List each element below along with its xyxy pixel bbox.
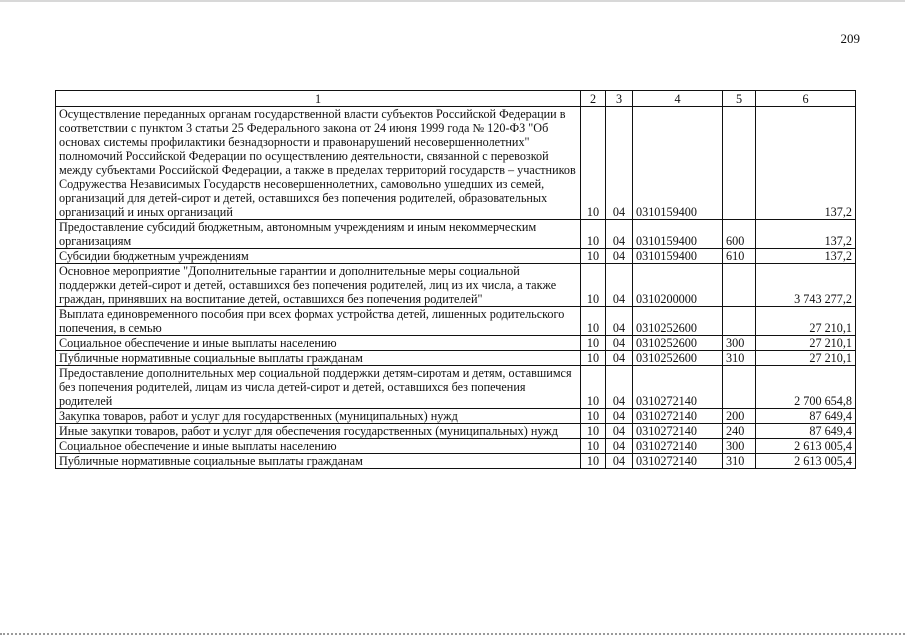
row-target-code: 0310252600 [633,351,723,366]
row-expense-type [723,264,756,307]
row-section: 10 [581,409,606,424]
row-expense-type [723,366,756,409]
row-section: 10 [581,454,606,469]
row-subsection: 04 [606,220,633,249]
row-target-code: 0310159400 [633,220,723,249]
row-name: Публичные нормативные социальные выплаты гражданам [56,454,581,469]
row-name: Основное мероприятие "Дополнительные гарантии и дополнительные меры социальной поддержки детей-сирот и детей, оставшихся без попечения родителей, лиц из их числа, а также граждан, принявших на воспитание детей, оставшихся без попечения родителей" [56,264,581,307]
row-amount: 87 649,4 [756,409,856,424]
row-expense-type [723,107,756,220]
row-amount: 2 700 654,8 [756,366,856,409]
row-amount: 137,2 [756,220,856,249]
column-header: 6 [756,91,856,107]
row-name: Публичные нормативные социальные выплаты гражданам [56,351,581,366]
row-expense-type: 310 [723,351,756,366]
row-section: 10 [581,366,606,409]
row-amount: 137,2 [756,249,856,264]
row-section: 10 [581,249,606,264]
page-number: 209 [840,31,860,46]
row-name: Социальное обеспечение и иные выплаты населению [56,439,581,454]
row-target-code: 0310272140 [633,454,723,469]
row-target-code: 0310159400 [633,249,723,264]
row-target-code: 0310252600 [633,307,723,336]
row-expense-type: 300 [723,439,756,454]
table-row [56,107,856,220]
row-section: 10 [581,220,606,249]
table-row [56,351,856,366]
row-target-code: 0310252600 [633,336,723,351]
column-header: 5 [723,91,756,107]
row-target-code: 0310272140 [633,424,723,439]
column-header: 3 [606,91,633,107]
table-row [56,409,856,424]
row-amount: 2 613 005,4 [756,439,856,454]
row-expense-type: 310 [723,454,756,469]
row-name: Предоставление дополнительных мер социальной поддержки детям-сиротам и детям, оставшимся без попечения родителей, лицам из числа детей-сирот и детей, оставшихся без попечения родителей [56,366,581,409]
row-amount: 27 210,1 [756,351,856,366]
row-target-code: 0310272140 [633,409,723,424]
top-scan-edge [0,0,905,2]
row-subsection: 04 [606,424,633,439]
column-header: 4 [633,91,723,107]
row-amount: 27 210,1 [756,336,856,351]
row-subsection: 04 [606,439,633,454]
row-name: Социальное обеспечение и иные выплаты населению [56,336,581,351]
table-row [56,307,856,336]
row-subsection: 04 [606,307,633,336]
row-subsection: 04 [606,264,633,307]
row-subsection: 04 [606,107,633,220]
row-section: 10 [581,439,606,454]
row-section: 10 [581,351,606,366]
row-expense-type: 600 [723,220,756,249]
row-expense-type: 240 [723,424,756,439]
row-expense-type: 300 [723,336,756,351]
row-section: 10 [581,307,606,336]
row-expense-type [723,307,756,336]
table-row [56,454,856,469]
row-target-code: 0310159400 [633,107,723,220]
row-amount: 137,2 [756,107,856,220]
row-name: Закупка товаров, работ и услуг для государственных (муниципальных) нужд [56,409,581,424]
row-subsection: 04 [606,351,633,366]
row-amount: 2 613 005,4 [756,454,856,469]
row-section: 10 [581,336,606,351]
row-target-code: 0310272140 [633,439,723,454]
row-amount: 27 210,1 [756,307,856,336]
row-subsection: 04 [606,249,633,264]
row-subsection: 04 [606,409,633,424]
row-name: Субсидии бюджетным учреждениям [56,249,581,264]
row-section: 10 [581,424,606,439]
row-amount: 3 743 277,2 [756,264,856,307]
table-row [56,220,856,249]
row-target-code: 0310272140 [633,366,723,409]
table-row [56,264,856,307]
column-header: 1 [56,91,581,107]
row-name: Выплата единовременного пособия при всех формах устройства детей, лишенных родительского попечения, в семью [56,307,581,336]
row-target-code: 0310200000 [633,264,723,307]
budget-table [55,90,856,469]
row-name: Предоставление субсидий бюджетным, автономным учреждениям и иным некоммерческим организациям [56,220,581,249]
column-header: 2 [581,91,606,107]
row-amount: 87 649,4 [756,424,856,439]
table-row [56,424,856,439]
row-name: Осуществление переданных органам государственной власти субъектов Российской Федерации в соответствии с пунктом 3 статьи 25 Федерального закона от 24 июня 1999 года № 120-ФЗ "Об основах системы профилактики безнадзорности и правонарушений несовершеннолетних" полномочий Российской Федерации по осуществлению деятельности, связанной с перевозкой между субъектами Российской Федерации, а также в пределах территорий государств – участников Содружества Независимых Государств несовершеннолетних, самовольно ушедших из семей, организаций для детей-сирот и детей, оставшихся без попечения родителей, образовательных организаций и иных организаций [56,107,581,220]
table-row [56,336,856,351]
row-section: 10 [581,264,606,307]
row-subsection: 04 [606,366,633,409]
table-row [56,439,856,454]
row-name: Иные закупки товаров, работ и услуг для обеспечения государственных (муниципальных) нужд [56,424,581,439]
bottom-scan-edge [0,633,905,638]
table-header-row [56,91,856,107]
row-expense-type: 200 [723,409,756,424]
row-section: 10 [581,107,606,220]
row-subsection: 04 [606,336,633,351]
table-row [56,249,856,264]
table-row [56,366,856,409]
row-subsection: 04 [606,454,633,469]
row-expense-type: 610 [723,249,756,264]
